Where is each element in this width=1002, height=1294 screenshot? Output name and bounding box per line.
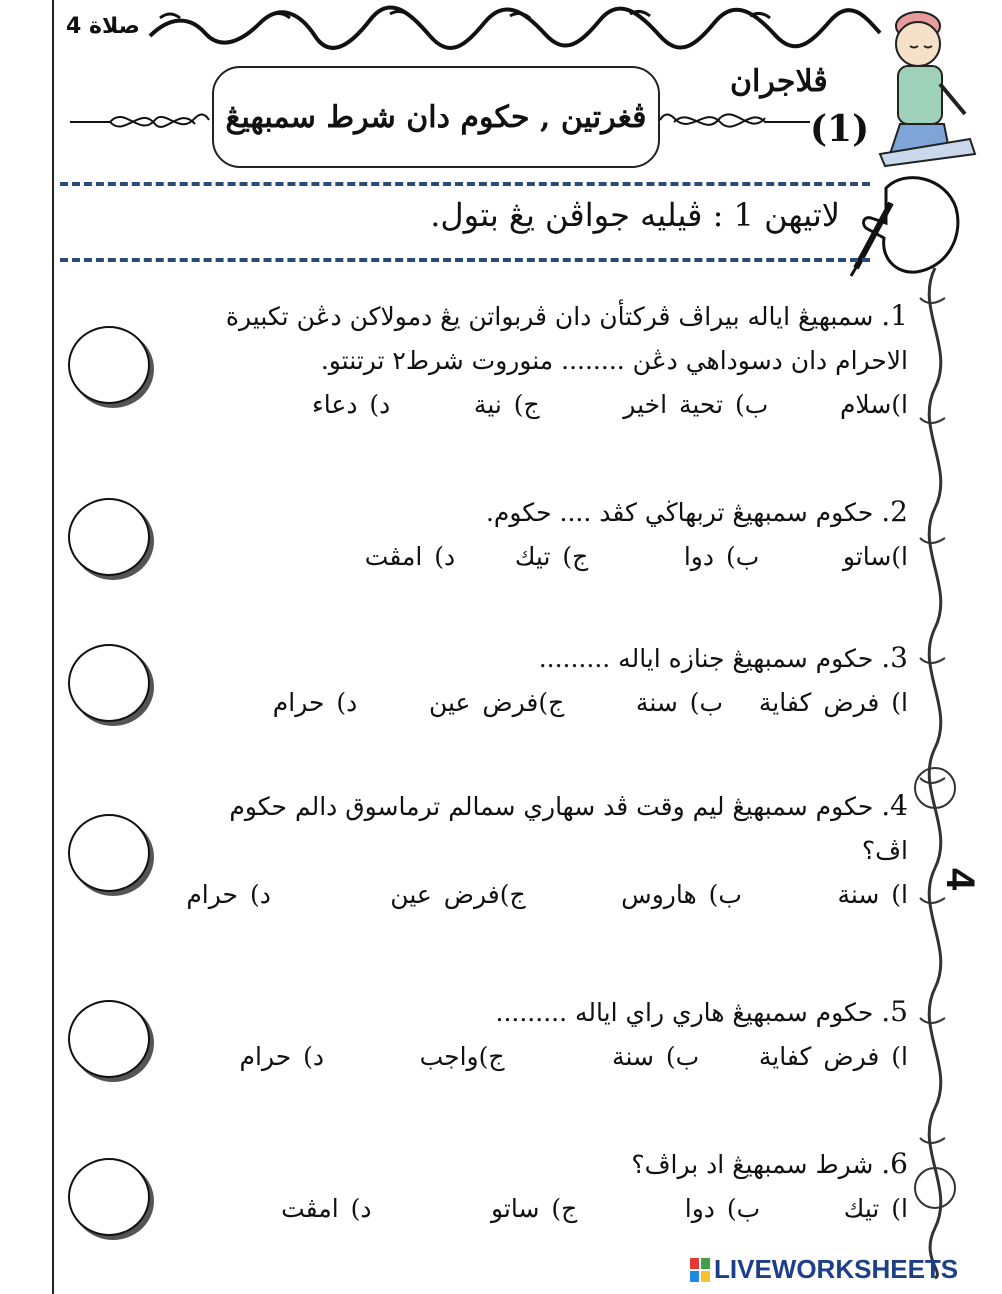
answer-circle-4[interactable]: [68, 814, 150, 892]
top-dashed-divider: [60, 182, 870, 186]
question-2: [198, 490, 908, 579]
unit-label: ڤلاجران: [730, 64, 828, 99]
question-1: [198, 294, 908, 427]
right-swirl-ornament: [660, 100, 810, 140]
liveworksheets-watermark: LIVEWORKSHEETS: [714, 1254, 959, 1284]
question-1-text: سمبهيڠ اياله بيراڤ ڤركتأن دان ڤربواتن يڠ دمولاكن دڠن تكبيرة الاحرام دان دسوداهي دڠن ........ منوروت شرط٢ ترتنتو.: [225, 302, 908, 375]
question-5-options: ا) فرض كفاية ب) سنة ج)واجب د) حرام: [239, 1042, 908, 1071]
question-2-number: 2.: [881, 495, 908, 528]
answer-circle-1[interactable]: [68, 326, 150, 404]
question-6-options: ا) تيك ب) دوا ج) ساتو د) امڤت: [281, 1194, 908, 1223]
question-5-text: حكوم سمبهيڠ هاري راي اياله .........: [495, 998, 874, 1027]
unit-number: (1): [810, 108, 870, 150]
subject-label: صلاة 4: [66, 14, 140, 39]
question-3: [198, 636, 908, 725]
question-5-number: 5.: [881, 995, 908, 1028]
question-4: [186, 784, 908, 917]
instruction-text: لاتيهن 1 : ڤيليه جواڤن يڠ بتول.: [430, 196, 840, 234]
question-4-text: حكوم سمبهيڠ ليم وقت ڤد سهاري سمالم ترماسوق دالم حكوم اڤ؟: [229, 792, 908, 865]
answer-circle-3[interactable]: [68, 644, 150, 722]
question-2-text: حكوم سمبهيڠ تربهاڬي كڤد .... حكوم.: [485, 498, 874, 527]
question-4-number: 4.: [881, 789, 908, 822]
answer-circle-6[interactable]: [68, 1158, 150, 1236]
bottom-dashed-divider: [60, 258, 870, 262]
lesson-title-box: [212, 66, 660, 168]
question-6-text: شرط سمبهيڠ اد براڤ؟: [631, 1150, 874, 1179]
question-6: [198, 1142, 908, 1231]
boy-illustration: [870, 4, 980, 174]
answer-circle-5[interactable]: [68, 1000, 150, 1078]
question-2-options: ا)ساتو ب) دوا ج) تيك د) امڤت: [364, 542, 908, 571]
question-3-text: حكوم سمبهيڠ جنازه اياله .........: [538, 644, 874, 673]
svg-text:4: 4: [938, 868, 982, 891]
lesson-title: ڤغرتين , حكوم دان شرط سمبهيڠ: [225, 99, 647, 135]
question-3-number: 3.: [881, 641, 908, 674]
right-decorative-border: [905, 268, 982, 1278]
left-swirl-ornament: [70, 100, 210, 140]
question-4-options: ا) سنة ب) هاروس ج)فرض عين د) حرام: [186, 880, 908, 909]
question-6-number: 6.: [881, 1147, 908, 1180]
question-5: [198, 990, 908, 1079]
liveworksheets-logo-icon: [690, 1258, 710, 1282]
question-3-options: ا) فرض كفاية ب) سنة ج)فرض عين د) حرام: [272, 688, 908, 717]
question-1-options: ا)سلام ب) تحية اخير ج) نية د) دعاء: [312, 390, 908, 419]
answer-circle-2[interactable]: [68, 498, 150, 576]
question-1-number: 1.: [881, 299, 908, 332]
top-ornament: [150, 8, 880, 48]
